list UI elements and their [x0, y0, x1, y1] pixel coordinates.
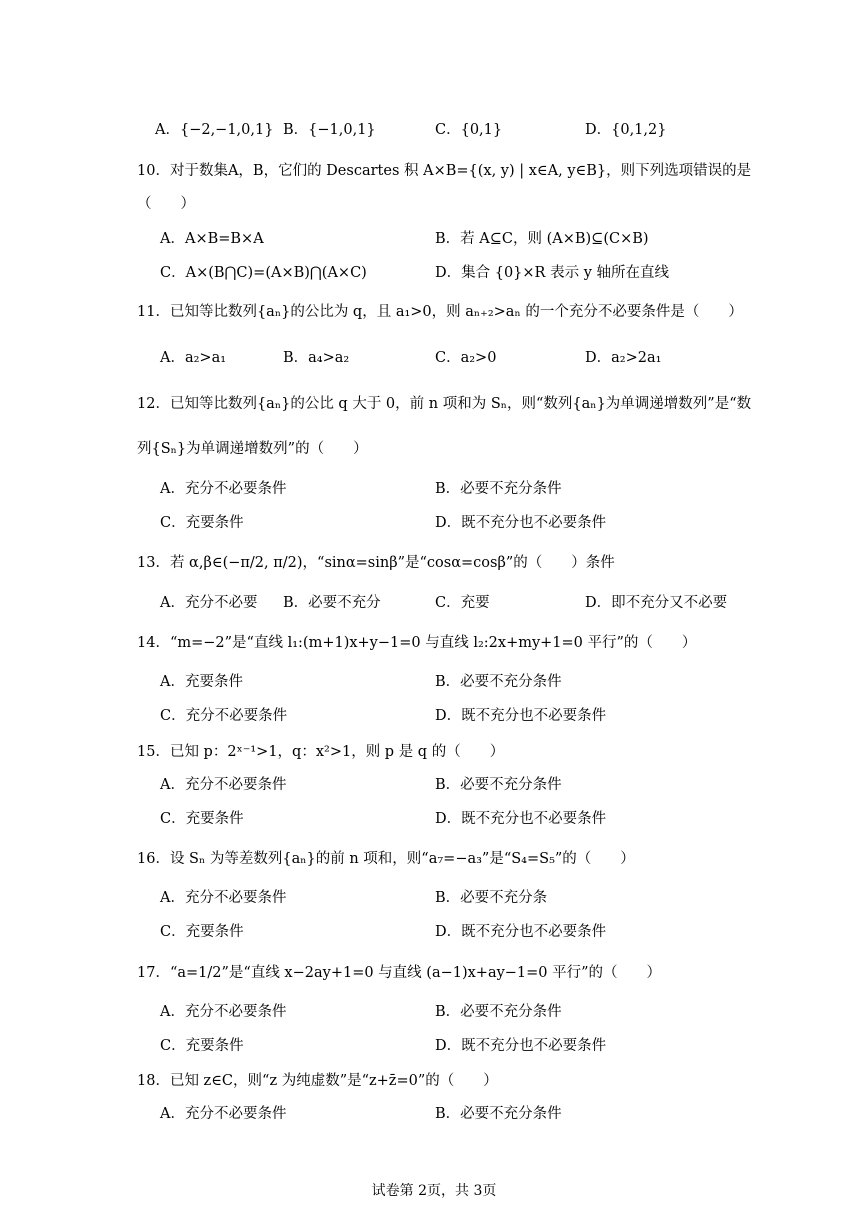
- page-footer: 试卷第 2页，共 3页: [371, 1183, 497, 1199]
- q12-option-a: A．充分不必要条件: [160, 481, 287, 497]
- q17-stem: 17．“a=1/2”是“直线 x−2ay+1=0 与直线 (a−1)x+ay−1=0 平行”的（ ）: [137, 965, 662, 981]
- q12-option-c: C．充要条件: [160, 515, 244, 531]
- q12-stem: 12．已知等比数列{aₙ}的公比 q 大于 0，前 n 项和为 Sₙ，则“数列{aₙ}为单调递增数列”是“数: [137, 396, 752, 412]
- q17-option-a: A．充分不必要条件: [160, 1004, 287, 1020]
- q13-stem: 13．若 α,β∈(−π/2, π/2)，“sinα=sinβ”是“cosα=cosβ”的（ ）条件: [137, 555, 615, 571]
- q10-option-b: B．若 A⊆C，则 (A×B)⊆(C×B): [435, 231, 649, 247]
- q18-option-a: A．充分不必要条件: [160, 1106, 287, 1122]
- q16-stem: 16．设 Sₙ 为等差数列{aₙ}的前 n 项和，则“a₇=−a₃”是“S₄=S₅”的（ ）: [137, 851, 635, 867]
- q10-option-d: D．集合 {0}×R 表示 y 轴所在直线: [435, 265, 669, 281]
- q9-option-a: A．{−2,−1,0,1}: [155, 122, 274, 138]
- q15-option-d: D．既不充分也不必要条件: [435, 811, 607, 827]
- q10-option-c: C．A×(B⋂C)=(A×B)⋂(A×C): [160, 265, 367, 281]
- q9-option-d: D．{0,1,2}: [585, 122, 667, 138]
- q16-option-b: B．必要不充分条: [435, 890, 548, 906]
- q9-option-b: B．{−1,0,1}: [283, 122, 376, 138]
- q13-option-c: C．充要: [435, 595, 490, 611]
- q15-option-a: A．充分不必要条件: [160, 777, 287, 793]
- q11-option-b: B．a₄>a₂: [283, 350, 350, 366]
- q14-option-d: D．既不充分也不必要条件: [435, 708, 607, 724]
- q14-option-b: B．必要不充分条件: [435, 674, 562, 690]
- q12-option-b: B．必要不充分条件: [435, 481, 562, 497]
- q18-stem: 18．已知 z∈C，则“z 为纯虚数”是“z+z̄=0”的（ ）: [137, 1073, 498, 1089]
- q17-option-c: C．充要条件: [160, 1038, 244, 1054]
- q18-option-b: B．必要不充分条件: [435, 1106, 562, 1122]
- q13-option-b: B．必要不充分: [283, 595, 381, 611]
- q15-option-c: C．充要条件: [160, 811, 244, 827]
- q9-option-c: C．{0,1}: [435, 122, 503, 138]
- q11-option-a: A．a₂>a₁: [160, 350, 227, 366]
- q10-option-a: A．A×B=B×A: [160, 231, 264, 247]
- q12-stem-cont: 列{Sₙ}为单调递增数列”的（ ）: [137, 441, 368, 457]
- q10-stem: 10．对于数集A，B，它们的 Descartes 积 A×B={(x, y) | x∈A, y∈B}，则下列选项错误的是: [137, 163, 752, 179]
- q12-option-d: D．既不充分也不必要条件: [435, 515, 607, 531]
- q10-stem-cont: （ ）: [137, 196, 195, 212]
- q11-option-d: D．a₂>2a₁: [585, 350, 662, 366]
- q15-stem: 15．已知 p：2ˣ⁻¹>1，q：x²>1，则 p 是 q 的（ ）: [137, 744, 505, 760]
- q17-option-d: D．既不充分也不必要条件: [435, 1038, 607, 1054]
- q14-option-a: A．充要条件: [160, 674, 243, 690]
- q16-option-c: C．充要条件: [160, 924, 244, 940]
- q11-stem: 11．已知等比数列{aₙ}的公比为 q，且 a₁>0，则 aₙ₊₂>aₙ 的一个充分不必要条件是（ ）: [137, 304, 743, 320]
- q14-stem: 14．“m=−2”是“直线 l₁:(m+1)x+y−1=0 与直线 l₂:2x+my+1=0 平行”的（ ）: [137, 635, 697, 651]
- q16-option-d: D．既不充分也不必要条件: [435, 924, 607, 940]
- q11-option-c: C．a₂>0: [435, 350, 497, 366]
- q13-option-a: A．充分不必要: [160, 595, 258, 611]
- q13-option-d: D．即不充分又不必要: [585, 595, 728, 611]
- q17-option-b: B．必要不充分条件: [435, 1004, 562, 1020]
- q14-option-c: C．充分不必要条件: [160, 708, 288, 724]
- q15-option-b: B．必要不充分条件: [435, 777, 562, 793]
- q16-option-a: A．充分不必要条件: [160, 890, 287, 906]
